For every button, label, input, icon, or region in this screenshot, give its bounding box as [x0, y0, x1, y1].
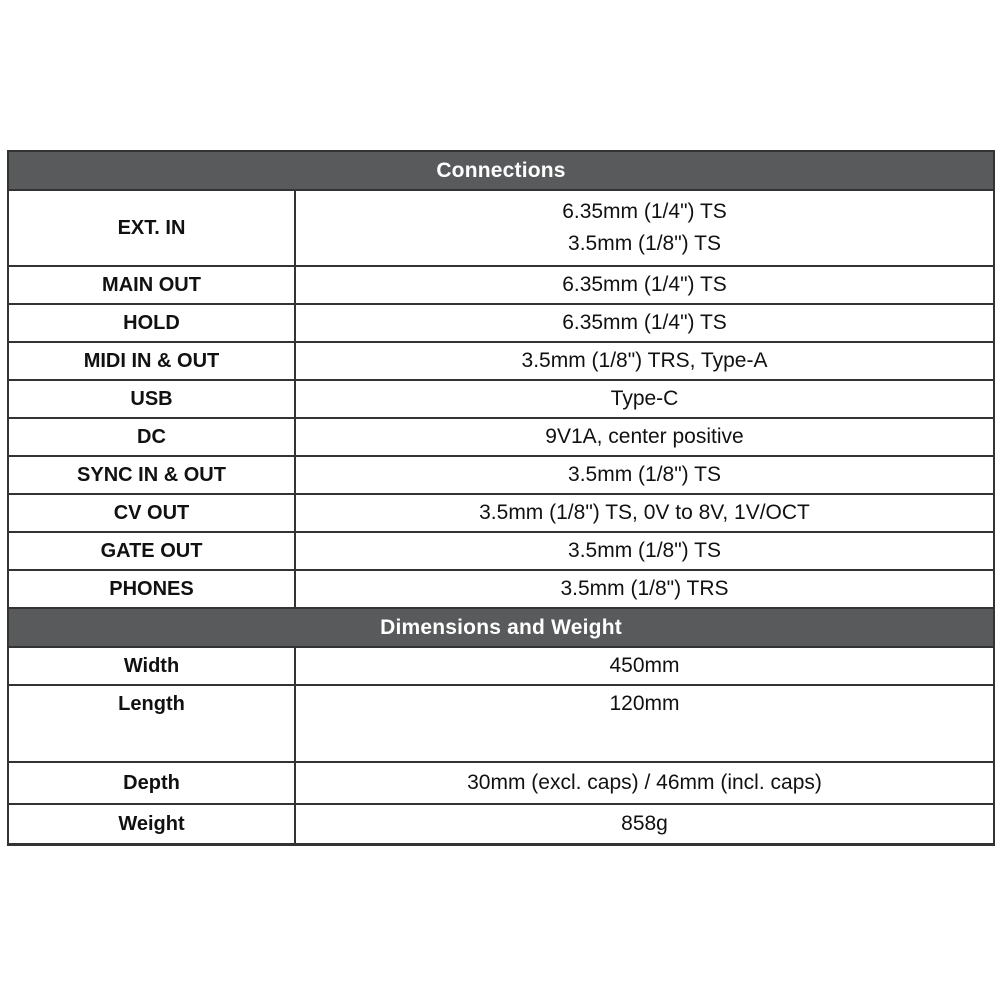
spec-label: USB [9, 381, 296, 417]
spec-label: MAIN OUT [9, 267, 296, 303]
spec-label: SYNC IN & OUT [9, 457, 296, 493]
table-row-hold [9, 305, 993, 343]
spec-value: Type-C [610, 387, 679, 410]
spec-label: CV OUT [9, 495, 296, 531]
spec-value: 858g [621, 812, 668, 835]
table-row-main-out [9, 267, 993, 305]
spec-value: 3.5mm (1/8") TS [568, 463, 721, 486]
table-row-cv-out [9, 495, 993, 533]
section-header-connections: Connections [9, 152, 993, 191]
spec-table [7, 150, 995, 846]
spec-value: 3.5mm (1/8") TRS, Type-A [521, 349, 768, 372]
spec-value: 6.35mm (1/4") TS [562, 273, 727, 296]
spec-value: 3.5mm (1/8") TRS [560, 577, 729, 600]
spec-value-line-1: 6.35mm (1/4") TS [562, 199, 727, 223]
table-row-phones [9, 571, 993, 609]
spec-value: 6.35mm (1/4") TS [562, 311, 727, 334]
spec-label: GATE OUT [9, 533, 296, 569]
spec-label: HOLD [9, 305, 296, 341]
spec-value: 30mm (excl. caps) / 46mm (incl. caps) [467, 771, 822, 794]
table-row-depth [9, 763, 993, 805]
table-row-width [9, 648, 993, 686]
table-row-weight [9, 805, 993, 843]
spec-label: EXT. IN [9, 191, 296, 265]
spec-label: MIDI IN & OUT [9, 343, 296, 379]
table-row-usb [9, 381, 993, 419]
spec-label-text: Length [118, 693, 185, 715]
spec-label: Weight [9, 805, 296, 843]
spec-label [9, 686, 296, 761]
table-row-midi-in-out [9, 343, 993, 381]
spec-value: 450mm [609, 654, 680, 677]
spec-value [296, 686, 993, 761]
spec-label: Width [9, 648, 296, 684]
spec-label: DC [9, 419, 296, 455]
spec-value: 3.5mm (1/8") TS, 0V to 8V, 1V/OCT [479, 501, 810, 524]
table-row-sync-in-out [9, 457, 993, 495]
table-row-length [9, 686, 993, 763]
spec-value: 3.5mm (1/8") TS [568, 539, 721, 562]
spec-label: PHONES [9, 571, 296, 607]
spec-value-text: 120mm [609, 692, 680, 715]
table-row-gate-out [9, 533, 993, 571]
spec-value-line-2: 3.5mm (1/8") TS [568, 232, 721, 256]
spec-value [296, 191, 993, 265]
table-row-ext-in [9, 191, 993, 267]
spec-value: 9V1A, center positive [545, 425, 744, 448]
table-row-dc [9, 419, 993, 457]
spec-label: Depth [9, 763, 296, 803]
section-header-dimensions: Dimensions and Weight [9, 609, 993, 648]
